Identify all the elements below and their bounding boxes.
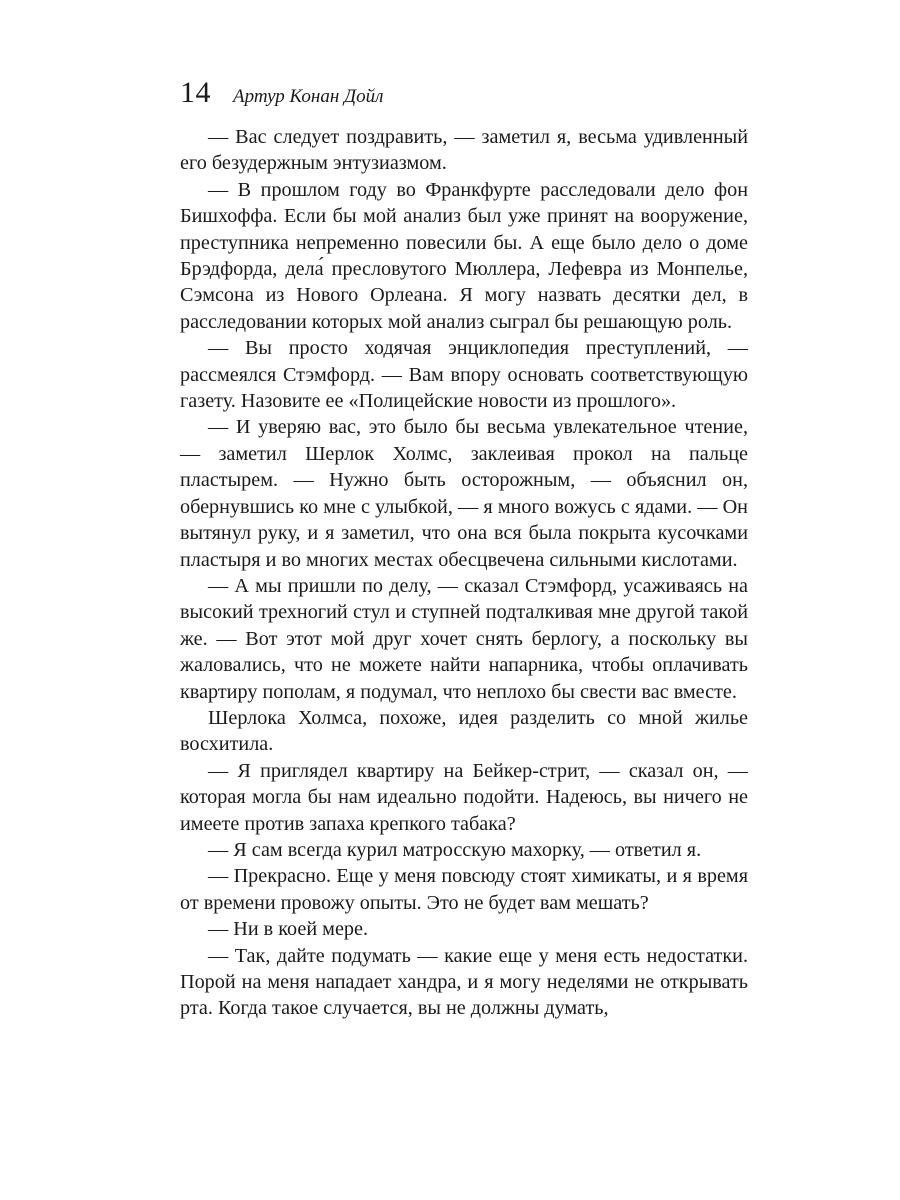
running-title: Артур Конан Дойл xyxy=(233,86,384,107)
paragraph: — Я сам всегда курил матросскую махорку, — ответил я. xyxy=(208,838,702,861)
paragraph: — Ни в коей мере. xyxy=(208,918,369,941)
body-text xyxy=(180,124,748,1022)
paragraph: — В прошлом году во Франкфурте расследовали дело фон Бишхоффа. Если бы мой анализ был уже принят на вооружение, преступника непременно повесили бы. А еще было дело о доме Брэдфорда, дела́ пресловутого Мюллера, Лефевра из Монпелье, Сэмсона из Нового Орлеана. Я могу назвать десятки дел, в расследовании которых мой анализ сыграл бы решающую роль. xyxy=(180,178,748,333)
paragraph: — И уверяю вас, это было бы весьма увлекательное чтение, — заметил Шерлок Холмс, заклеивая прокол на пальце пластырем. — Нужно быть осторожным, — объяснил он, обернувшись ко мне с улыбкой, — я много вожусь с ядами. — Он вытянул руку, и я заметил, что она вся была покрыта кусочками пластыря и во многих местах обесцвечена сильными кислотами. xyxy=(180,416,748,571)
paragraph: Шерлока Холмса, похоже, идея разделить со мной жилье восхитила. xyxy=(180,706,748,756)
paragraph: — Прекрасно. Еще у меня повсюду стоят химикаты, и я время от времени провожу опыты. Это не будет вам мешать? xyxy=(180,865,748,914)
paragraph: — А мы пришли по делу, — сказал Стэмфорд, усаживаясь на высокий трехногий стул и ступней подталкивая мне другой такой же. — Вот этот мой друг хочет снять берлогу, а поскольку вы жаловались, что не можете найти напарника, чтобы оплачивать квартиру пополам, я подумал, что неплохо бы свести вас вместе. xyxy=(180,574,748,703)
paragraph: — Вы просто ходячая энциклопедия преступлений, — рассмеялся Стэмфорд. — Вам впору основать соответствующую газету. Назовите ее «Полицейские новости из прошлого». xyxy=(180,337,748,413)
paragraph: — Так, дайте подумать — какие еще у меня есть недостатки. Порой на меня нападает хандра, и я могу неделями не открывать рта. Когда такое случается, вы не должны думать, xyxy=(180,944,748,1020)
running-head xyxy=(180,76,748,116)
paragraph: — Вас следует поздравить, — заметил я, весьма удивленный его безудержным энтузиазмом. xyxy=(180,126,748,175)
page-number: 14 xyxy=(180,76,211,109)
paragraph: — Я приглядел квартиру на Бейкер-стрит, — сказал он, — которая могла бы нам идеально подойти. Надеюсь, вы ничего не имеете против запаха крепкого табака? xyxy=(180,759,748,835)
book-page xyxy=(180,76,748,1022)
